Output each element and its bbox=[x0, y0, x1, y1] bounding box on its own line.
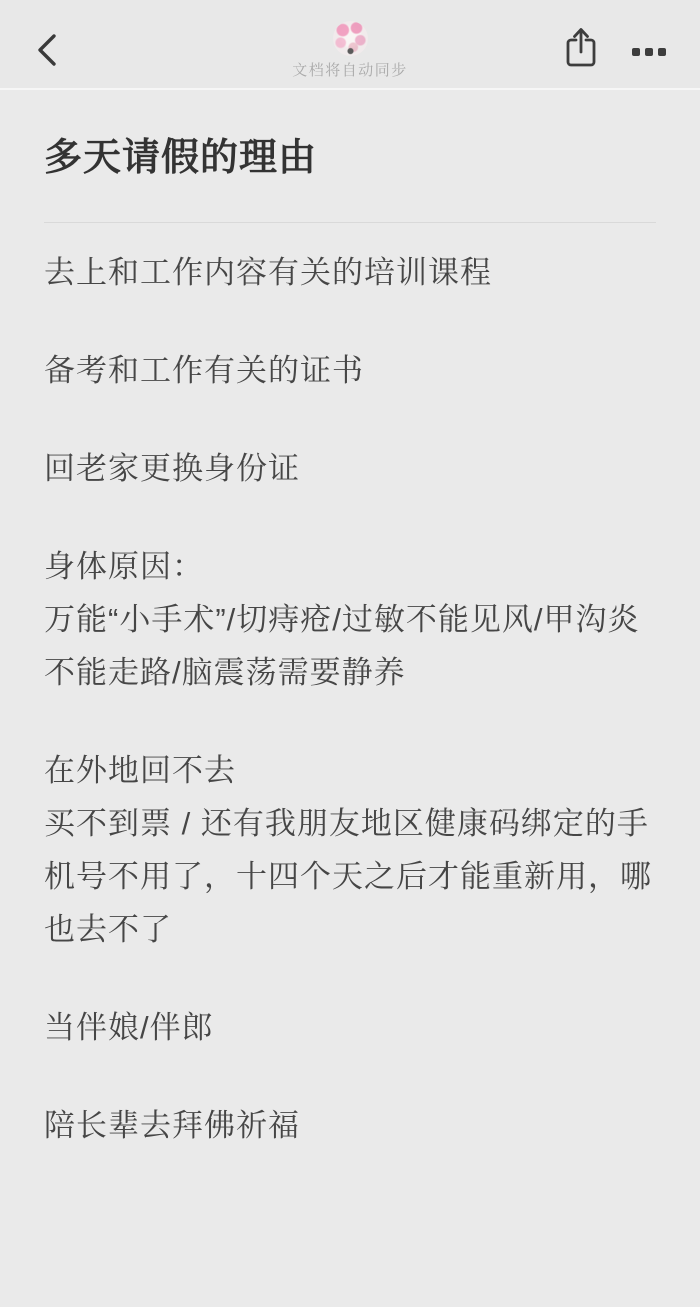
paragraph[interactable] bbox=[44, 442, 656, 495]
text-line[interactable]: 回老家更换身份证 bbox=[44, 451, 300, 486]
title-divider bbox=[44, 222, 656, 223]
text-line[interactable]: 不能走路/脑震荡需要静养 bbox=[44, 655, 406, 690]
chevron-left-icon bbox=[35, 33, 59, 72]
paragraph[interactable] bbox=[44, 1099, 656, 1152]
document-body[interactable] bbox=[0, 134, 700, 1152]
paragraph[interactable] bbox=[44, 246, 656, 299]
header-status-area bbox=[190, 21, 510, 80]
text-line[interactable]: 机号不用了，十四个天之后才能重新用，哪 bbox=[44, 859, 652, 894]
paragraph[interactable] bbox=[44, 540, 656, 699]
paragraph[interactable] bbox=[44, 344, 656, 397]
text-line[interactable]: 身体原因： bbox=[44, 549, 204, 584]
more-options-button[interactable] bbox=[628, 38, 670, 66]
text-line[interactable]: 备考和工作有关的证书 bbox=[44, 353, 364, 388]
paragraph[interactable] bbox=[44, 744, 656, 956]
document-avatar bbox=[333, 21, 368, 56]
text-line[interactable]: 去上和工作内容有关的培训课程 bbox=[44, 255, 492, 290]
app-header bbox=[0, 0, 700, 90]
document-title[interactable]: 多天请假的理由 bbox=[44, 137, 318, 179]
text-line[interactable]: 当伴娘/伴郎 bbox=[44, 1010, 214, 1045]
sync-status-text: 文档将自动同步 bbox=[292, 62, 408, 79]
text-line[interactable]: 陪长辈去拜佛祈福 bbox=[44, 1108, 300, 1143]
back-button[interactable] bbox=[26, 30, 68, 74]
text-line[interactable]: 也去不了 bbox=[44, 912, 172, 947]
ellipsis-icon bbox=[632, 48, 666, 56]
share-button[interactable] bbox=[562, 26, 600, 72]
text-line[interactable]: 万能“小手术”/切痔疮/过敏不能见风/甲沟炎 bbox=[44, 602, 640, 637]
paragraph[interactable] bbox=[44, 1001, 656, 1054]
text-line[interactable]: 在外地回不去 bbox=[44, 753, 236, 788]
share-icon bbox=[564, 26, 598, 73]
text-line[interactable]: 买不到票 / 还有我朋友地区健康码绑定的手 bbox=[44, 806, 649, 841]
